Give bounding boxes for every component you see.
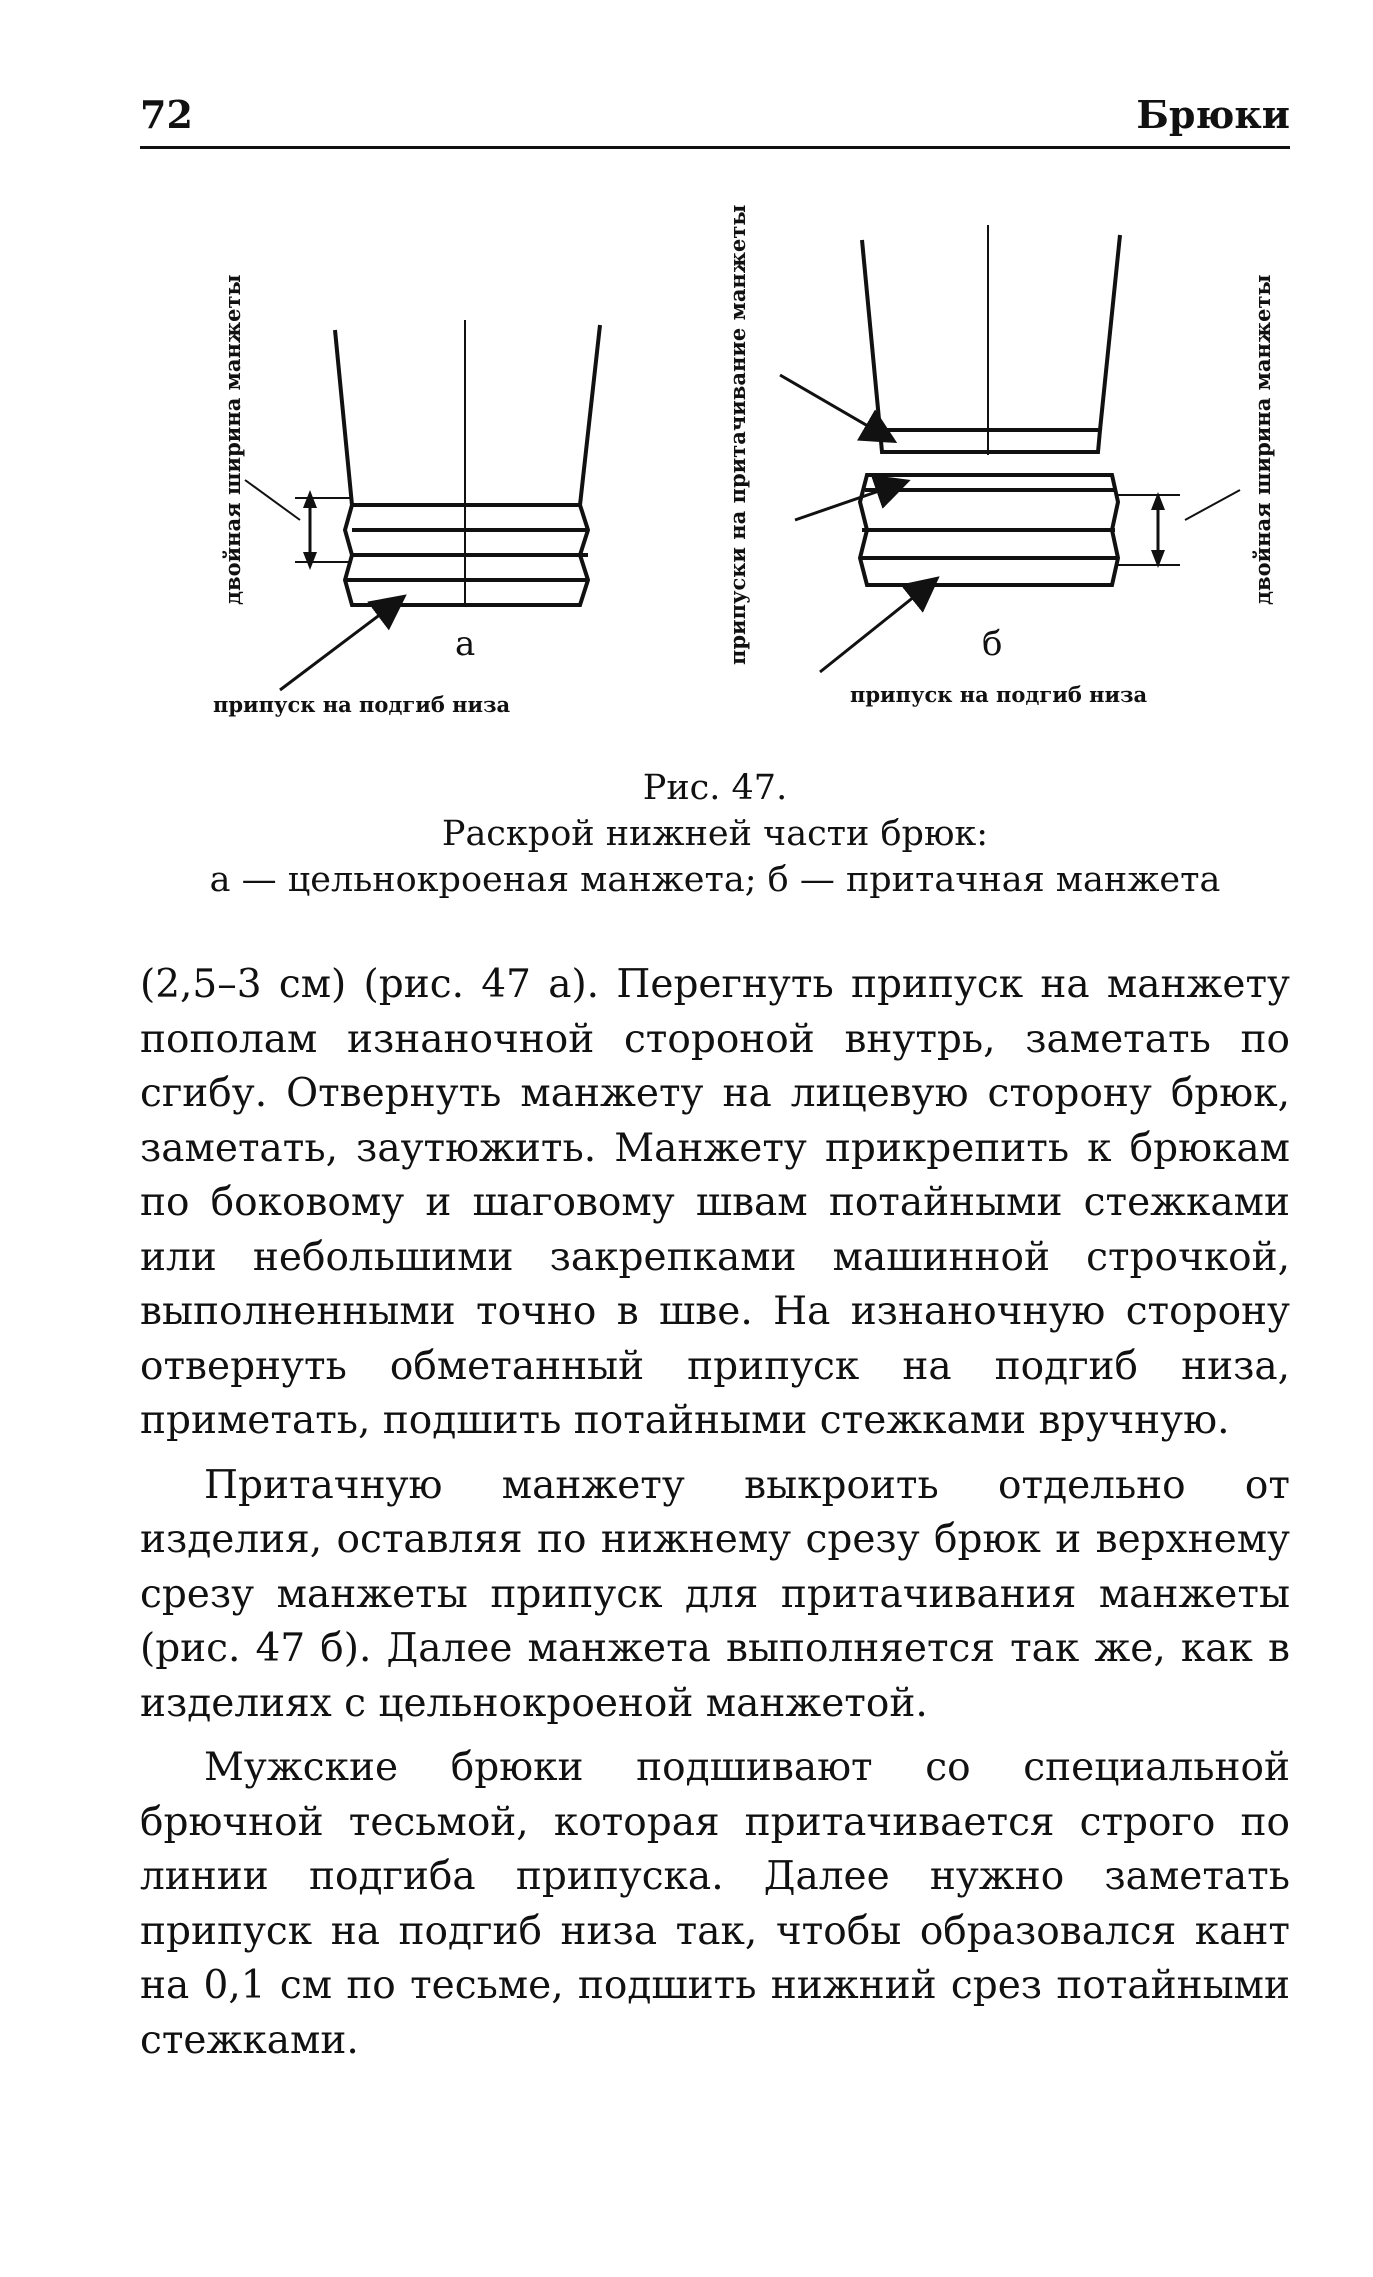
cuff-diagram: [140, 190, 1290, 750]
label-b-letter: б: [982, 624, 1003, 664]
page-header: [140, 92, 1290, 149]
caption-title: Раскрой нижней части брюк:: [441, 814, 989, 854]
label-b-bottom: припуск на подгиб низа: [850, 682, 1148, 707]
paragraph: (2,5–3 см) (рис. 47 а). Перегнуть припуск на манжету пополам изнаночной стороной внутрь, заметать по сгибу. Отвернуть манжету на лицевую сторону брюк, заметать, заутюжить. Манжету прикрепить к брюкам по боковому и шаговому швам потайными стежками или небольшими закрепками машинной строчкой, выполненными точно в шве. На изнаночную сторону отвернуть обметанный припуск на подгиб низа, приметать, подшить потайными стежками вручную.: [140, 962, 1290, 1443]
diagram-a: [245, 320, 600, 690]
caption-legend: а — цельнокроеная манжета; б — притачная манжета: [209, 860, 1221, 900]
page-number: 72: [140, 92, 193, 137]
label-a-bottom: припуск на подгиб низа: [213, 692, 511, 717]
body-text: [140, 958, 1290, 2068]
diagram-b: [780, 225, 1240, 672]
label-a-letter: а: [455, 624, 476, 664]
running-title: Брюки: [1136, 92, 1290, 137]
caption-figure-number: Рис. 47.: [642, 768, 788, 808]
figure-47: [140, 190, 1290, 750]
paragraph: Притачную манжету выкроить отдельно от изделия, оставляя по нижнему срезу брюк и верхнему срезу манжеты припуск для притачивания манжеты (рис. 47 б). Далее манжета выполняется так же, как в изделиях с цельнокроеной манжетой.: [140, 1462, 1290, 1726]
label-a-vertical: двойная ширина манжеты: [220, 274, 245, 605]
figure-caption: [140, 765, 1290, 903]
label-b-vertical-left: припуски на притачивание манжеты: [725, 204, 750, 665]
paragraph: Мужские брюки подшивают со специальной брючной тесьмой, которая притачивается строго по линии подгиба припуска. Далее нужно заметать припуск на подгиб низа так, чтобы образовался кант на 0,1 см по тесьме, подшить нижний срез потайными стежками.: [140, 1745, 1290, 2063]
label-b-vertical-right: двойная ширина манжеты: [1250, 274, 1275, 605]
